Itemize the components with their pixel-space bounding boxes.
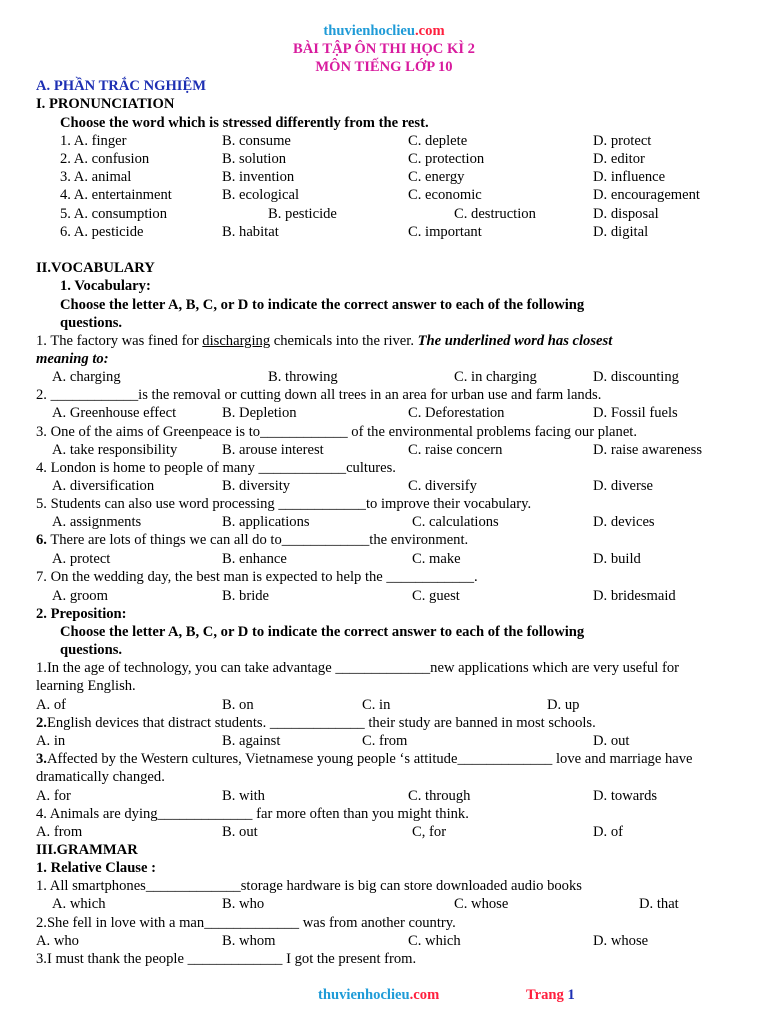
site-name: thuvienhoclieu <box>323 23 416 39</box>
page-number-value: 1 <box>567 987 575 1003</box>
option: C. raise concern <box>408 442 503 458</box>
option: C. through <box>408 788 471 804</box>
answer-row <box>0 823 768 841</box>
option: B. diversity <box>222 478 291 494</box>
grammar-question-1: 1. All smartphones_____________storage hardware is big can store downloaded audio books <box>36 878 582 894</box>
answer-row <box>0 477 768 495</box>
prep-question-1: 1.In the age of technology, you can take advantage _____________new applications which are very useful for <box>36 660 679 676</box>
question-1 <box>36 332 612 350</box>
option: D. Fossil fuels <box>593 405 678 421</box>
option: B. enhance <box>222 551 287 567</box>
answer-row <box>0 368 768 386</box>
question-5: 5. Students can also use word processing ____________to improve their vocabulary. <box>36 496 532 512</box>
option: C. important <box>408 224 482 240</box>
question-text: 1. The factory was fined for <box>36 333 203 349</box>
option: B. out <box>222 824 258 840</box>
option: D. out <box>593 733 630 749</box>
option: C, for <box>412 824 447 840</box>
question-6 <box>36 531 468 549</box>
question-4: 4. London is home to people of many ____________cultures. <box>36 460 396 476</box>
option: D. raise awareness <box>593 442 702 458</box>
option: A. which <box>52 896 106 912</box>
option: D. up <box>547 697 580 713</box>
pron-row-3 <box>0 168 768 186</box>
option: A. charging <box>52 369 121 385</box>
section-a-heading: A. PHẦN TRẮC NGHIỆM <box>36 78 206 94</box>
option: B. applications <box>222 514 310 530</box>
option: A. protect <box>52 551 111 567</box>
option: 3. A. animal <box>60 169 132 185</box>
footer-site-domain: .com <box>409 987 440 1003</box>
prep-question-2 <box>36 714 596 732</box>
option: B. on <box>222 697 254 713</box>
question-2: 2. ____________is the removal or cutting down all trees in an area for urban use and farm lands. <box>36 387 602 403</box>
option: 5. A. consumption <box>60 206 168 222</box>
option: D. disposal <box>593 206 659 222</box>
option: B. arouse interest <box>222 442 324 458</box>
option: 2. A. confusion <box>60 151 150 167</box>
question-number: 3. <box>36 751 47 767</box>
answer-row <box>0 587 768 605</box>
option: A. of <box>36 697 66 713</box>
doc-subtitle: MÔN TIẾNG LỚP 10 <box>315 59 453 75</box>
answer-row <box>0 550 768 568</box>
footer-site <box>318 986 439 1004</box>
question-text: There are lots of things we can all do to____________the environment. <box>46 532 469 548</box>
option: D. build <box>593 551 641 567</box>
option: B. ecological <box>222 187 299 203</box>
question-7: 7. On the wedding day, the best man is expected to help the ____________. <box>36 569 478 585</box>
option: A. assignments <box>52 514 142 530</box>
pron-row-1 <box>0 132 768 150</box>
preposition-instruction: Choose the letter A, B, C, or D to indicate the correct answer to each of the following <box>60 624 585 640</box>
pron-row-2 <box>0 150 768 168</box>
option: A. who <box>36 933 79 949</box>
question-text: Affected by the Western cultures, Vietnamese young people ‘s attitude_____________ love and marriage have <box>46 751 693 767</box>
option: C. make <box>412 551 461 567</box>
option: 1. A. finger <box>60 133 127 149</box>
preposition-instruction-cont: questions. <box>60 642 123 658</box>
pron-row-4 <box>0 186 768 204</box>
grammar-heading: III.GRAMMAR <box>36 842 138 858</box>
option: D. of <box>593 824 623 840</box>
option: B. who <box>222 896 265 912</box>
option: B. pesticide <box>268 206 337 222</box>
option: D. whose <box>593 933 649 949</box>
option: 6. A. pesticide <box>60 224 144 240</box>
vocabulary-subheading: 1. Vocabulary: <box>60 278 151 294</box>
prep-question-1-cont: learning English. <box>36 678 136 694</box>
option: B. consume <box>222 133 291 149</box>
pronunciation-heading: I. PRONUNCIATION <box>36 96 175 112</box>
option: D. devices <box>593 514 655 530</box>
answer-row <box>0 787 768 805</box>
option: B. habitat <box>222 224 279 240</box>
option: A. take responsibility <box>52 442 178 458</box>
answer-row <box>0 696 768 714</box>
vocabulary-instruction: Choose the letter A, B, C, or D to indicate the correct answer to each of the following <box>60 297 585 313</box>
question-3: 3. One of the aims of Greenpeace is to____________ of the environmental problems facing our planet. <box>36 424 638 440</box>
option: C. economic <box>408 187 482 203</box>
answer-row <box>0 404 768 422</box>
prep-question-3 <box>36 750 693 768</box>
option: B. with <box>222 788 265 804</box>
prep-question-3-cont: dramatically changed. <box>36 769 165 785</box>
underlined-word: discharging <box>202 333 271 349</box>
option: D. discounting <box>593 369 679 385</box>
answer-row <box>0 732 768 750</box>
vocabulary-instruction-cont: questions. <box>60 315 123 331</box>
option: B. against <box>222 733 281 749</box>
question-emphasis-cont: meaning to: <box>36 351 109 367</box>
answer-row <box>0 513 768 531</box>
option: D. protect <box>593 133 652 149</box>
option: C. destruction <box>454 206 536 222</box>
question-text: chemicals into the river. <box>270 333 418 349</box>
answer-row <box>0 895 768 913</box>
option: D. diverse <box>593 478 653 494</box>
option: B. throwing <box>268 369 338 385</box>
grammar-subheading: 1. Relative Clause : <box>36 860 156 876</box>
preposition-heading: 2. Preposition: <box>36 606 127 622</box>
pron-row-5 <box>0 205 768 223</box>
option: D. encouragement <box>593 187 700 203</box>
option: D. influence <box>593 169 666 185</box>
grammar-question-3: 3.I must thank the people _____________ I got the present from. <box>36 951 417 967</box>
pronunciation-instruction: Choose the word which is stressed differently from the rest. <box>60 115 429 131</box>
option: C. Deforestation <box>408 405 505 421</box>
grammar-question-2: 2.She fell in love with a man_____________ was from another country. <box>36 915 456 931</box>
option: D. towards <box>593 788 658 804</box>
page-number <box>526 986 575 1004</box>
answer-row <box>0 932 768 950</box>
option: C. calculations <box>412 514 499 530</box>
option: C. energy <box>408 169 465 185</box>
option: 4. A. entertainment <box>60 187 172 203</box>
pron-row-6 <box>0 223 768 241</box>
option: D. digital <box>593 224 649 240</box>
option: C. deplete <box>408 133 468 149</box>
site-header <box>0 22 768 40</box>
option: A. for <box>36 788 71 804</box>
option: B. Depletion <box>222 405 297 421</box>
question-number: 2. <box>36 715 47 731</box>
option: A. from <box>36 824 83 840</box>
question-number: 6. <box>36 532 47 548</box>
option: B. whom <box>222 933 276 949</box>
option: C. from <box>362 733 408 749</box>
prep-question-4: 4. Animals are dying_____________ far more often than you might think. <box>36 806 469 822</box>
question-text: English devices that distract students. _____________ their study are banned in most schools. <box>46 715 596 731</box>
option: B. solution <box>222 151 287 167</box>
vocabulary-heading: II.VOCABULARY <box>36 260 155 276</box>
option: C. diversify <box>408 478 477 494</box>
option: D. that <box>639 896 679 912</box>
option: B. invention <box>222 169 295 185</box>
option: B. bride <box>222 588 270 604</box>
option: C. in <box>362 697 391 713</box>
answer-row <box>0 441 768 459</box>
site-domain: .com <box>415 23 445 39</box>
option: A. Greenhouse effect <box>52 405 177 421</box>
option: C. protection <box>408 151 485 167</box>
question-emphasis: The underlined word has closest <box>417 333 613 349</box>
option: C. whose <box>454 896 509 912</box>
option: D. bridesmaid <box>593 588 676 604</box>
option: A. diversification <box>52 478 155 494</box>
option: A. groom <box>52 588 108 604</box>
page-label: Trang <box>526 987 568 1003</box>
option: D. editor <box>593 151 645 167</box>
doc-title: BÀI TẬP ÔN THI HỌC KÌ 2 <box>293 41 475 57</box>
option: A. in <box>36 733 66 749</box>
option: C. guest <box>412 588 460 604</box>
option: C. in charging <box>454 369 537 385</box>
footer-site-name: thuvienhoclieu <box>318 987 410 1003</box>
option: C. which <box>408 933 461 949</box>
